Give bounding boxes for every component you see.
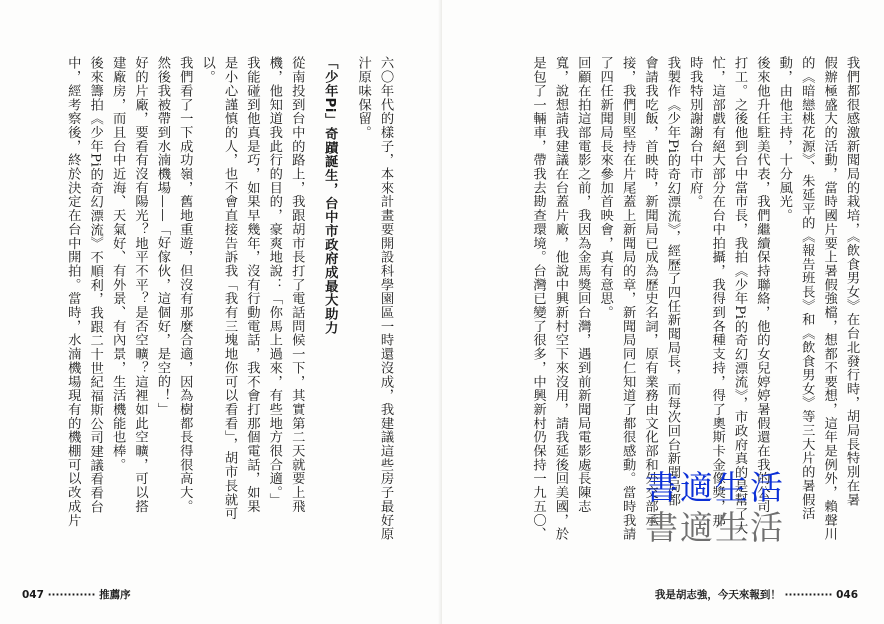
- text-column: 寬，說想請我建議在台蓋片廠，他說中興新村空下來沒用，請我延後回美國，於: [552, 56, 568, 541]
- text-column: 接，我們則堅持在片尾蓋上新聞局的章，新聞局同仁知道了都很感動。當時我請: [620, 56, 636, 541]
- section-heading: 「少年Pi」奇蹟誕生，台中市政府成最大助力: [322, 56, 338, 335]
- text-column: 時我特別謝謝台中市府。: [687, 56, 703, 209]
- text-column: 動，由他主持，十分風光。: [776, 56, 792, 223]
- text-column: 是小心謹慎的人，也不會直接告訴我「我有三塊地你可以看看」，胡市長就可: [222, 56, 238, 521]
- text-column: 假辦極盛大的活動，當時國片要上暑假強檔，想都不要想，這年是例外，賴聲川: [821, 56, 837, 541]
- page-folio-left: 047 ············ 推薦序: [22, 589, 131, 601]
- text-column: 從南投到台中的路上，我跟胡市長打了電話問候一下，其實第二天就要上飛: [289, 56, 305, 514]
- watermark-line: 書適生活: [645, 468, 785, 507]
- text-column: 忙，這部戲有絕大部分在台中拍攝，我得到各種支持，得了奧斯卡金像獎，那: [709, 56, 725, 527]
- text-column: 好的片廠，要看有沒有陽光？地平不平？是否空曠？這裡如此空曠，可以搭: [132, 56, 148, 514]
- text-column: 後來籌拍《少年Pi的奇幻漂流》不順利，我跟二十世紀福斯公司建議看看台: [87, 56, 103, 514]
- watermark: [640, 468, 790, 548]
- text-column: 中，經考察後，終於決定在台中開拍。當時，水湳機場現有的機棚可以改成片: [65, 56, 81, 527]
- text-column: 我製作《少年Pi的奇幻漂流》，經歷了四任新聞局長，而每次回台新聞局都: [664, 56, 680, 507]
- text-column: 然後我被帶到水湳機場——「好傢伙，這個好，是空的！」: [154, 56, 170, 417]
- text-column: 打工。之後他到台中當市長，我拍《少年Pi的奇幻漂流》，市政府真的是幫了大: [732, 56, 748, 535]
- text-column: 建廠房，而且台中近海、天氣好、有外景、有內景，生活機能也棒。: [110, 56, 126, 472]
- text-column: 了四任新聞局長來參加首映會，真有意思。: [597, 56, 613, 320]
- text-column: 機，他知道我此行的目的，豪爽地說：「你馬上過來，有些地方很合適。」: [266, 56, 282, 507]
- text-column: 六〇年代的樣子，本來計畫要開設科學園區一時還沒成，我建議這些房子最好原: [378, 56, 393, 541]
- text-column: 以。: [199, 56, 215, 84]
- watermark-line: 書適生活: [645, 508, 785, 547]
- column-gap: [307, 56, 316, 564]
- left-page-text: [24, 56, 396, 564]
- column-gap: [342, 56, 351, 564]
- text-column: 的《暗戀桃花源》、朱延平的《報告班長》和《飲食男女》等三大片的暑假活: [799, 56, 815, 521]
- text-column: 回顧在拍這部電影之前，我因為金馬獎回台灣，遇到前新聞局電影處長陳志: [575, 56, 591, 514]
- text-column: 我們看了一下成功嶺，舊地重遊，但沒有那麼合適，因為樹都長得很高大。: [177, 56, 193, 514]
- text-column: 我們都很感激新聞局的栽培，《飲食男女》在台北發行時，胡局長特別在暑: [844, 56, 859, 507]
- page-folio-right: 我是胡志強，今天來報到！ ············ 046: [654, 589, 858, 601]
- text-column: 汁原味保留。: [355, 56, 371, 140]
- text-column: 會請我吃飯，首映時，新聞局已成為歷史名詞，原有業務由文化部和外交部承: [642, 56, 658, 527]
- text-column: 後來他升任駐美代表，我們繼續保持聯絡，他的女兒婷婷暑假還在我的公司: [754, 56, 770, 514]
- text-column: 是包了一輛車，帶我去勘查環境。台灣已變了很多，中興新村仍保持一九五〇、: [530, 56, 546, 541]
- text-column: 我能碰到他真是巧，如果早幾年，沒有行動電話，我不會打那個電話，如果: [244, 56, 260, 514]
